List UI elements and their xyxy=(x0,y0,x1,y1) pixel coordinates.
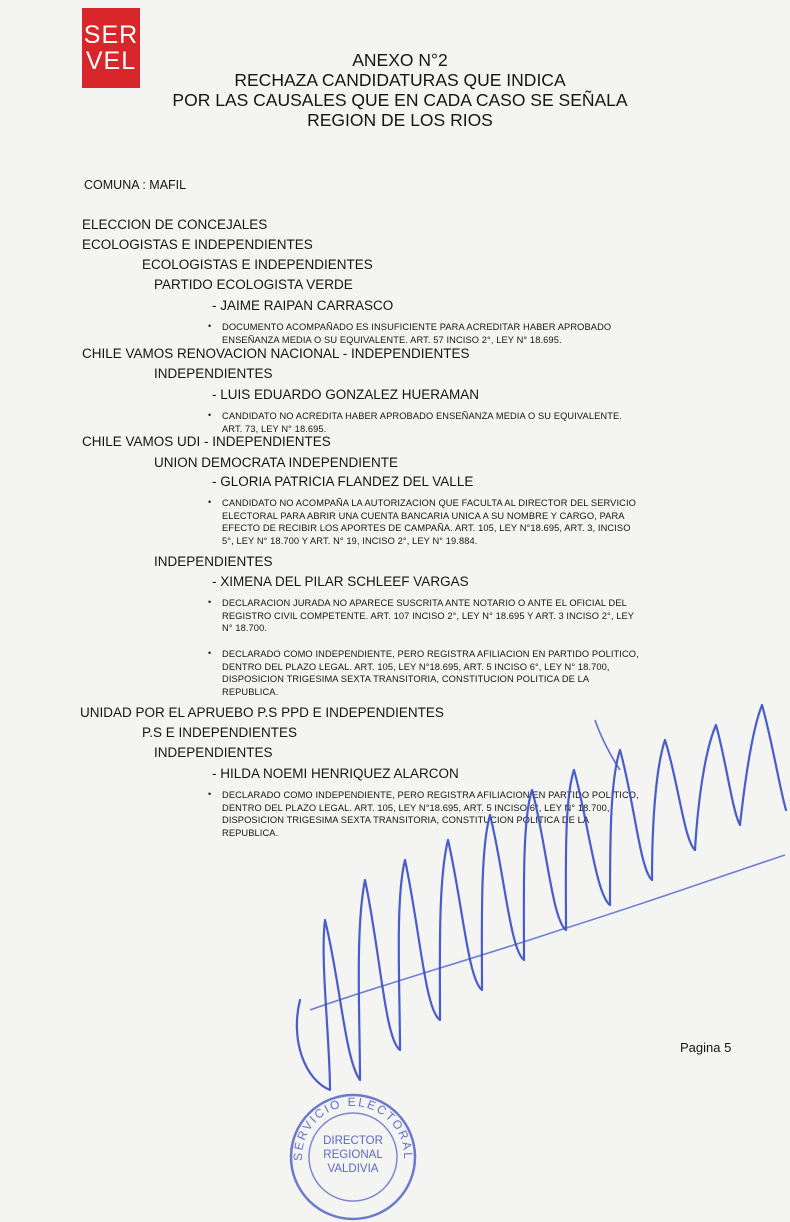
rejection-note: • CANDIDATO NO ACREDITA HABER APROBADO ENSEÑANZA MEDIA O SU EQUIVALENTE. ART. 73, LEY N° 18.695. xyxy=(208,410,622,434)
rejection-note: • CANDIDATO NO ACOMPAÑA LA AUTORIZACION QUE FACULTA AL DIRECTOR DEL SERVICIO ELECTORAL PARA ABRIR UNA CUENTA BANCARIA UNICA A SU NOMBRE Y CARGO, PARA EFECTO DE RECIBIR LOS APORTES DE CAMPAÑA. ART. 105, LEY N°18.695, ART. 3, INCISO 5°, LEY N° 18.700 Y ART. N° 19, INCISO 2°, LEY N° 19.884. xyxy=(208,497,636,546)
stamp-ring-text: SERVICIO ELECTORAL xyxy=(290,1094,416,1162)
party-title: PARTIDO ECOLOGISTA VERDE xyxy=(154,277,353,292)
party-title: INDEPENDIENTES xyxy=(154,366,273,381)
logo-line-1: SER xyxy=(83,21,139,49)
rejection-note: • DECLARADO COMO INDEPENDIENTE, PERO REGISTRA AFILIACION EN PARTIDO POLITICO, DENTRO DEL PLAZO LEGAL. ART. 105, LEY N°18.695, ART. 5 INCISO 6°, LEY N° 18.700, DISPOSICION TRIGESIMA SEXTA TRANSITORIA, CONSTITUCION POLITICA DE LA REPUBLICA. xyxy=(208,789,639,838)
subpact-title: P.S E INDEPENDIENTES xyxy=(142,725,298,740)
candidate-name: - HILDA NOEMI HENRIQUEZ ALARCON xyxy=(212,766,459,781)
stamp-line: REGIONAL xyxy=(323,1149,383,1161)
logo-line-2: VEL xyxy=(85,47,137,75)
header-line: POR LAS CAUSALES QUE EN CADA CASO SE SEÑALA xyxy=(172,90,628,110)
candidate-name: - GLORIA PATRICIA FLANDEZ DEL VALLE xyxy=(212,474,474,489)
candidate-name: - JAIME RAIPAN CARRASCO xyxy=(212,298,394,313)
party-title: INDEPENDIENTES xyxy=(154,745,273,760)
page-number: Pagina 5 xyxy=(680,1040,732,1055)
candidate-name: - LUIS EDUARDO GONZALEZ HUERAMAN xyxy=(212,387,480,402)
pact-title: CHILE VAMOS UDI - INDEPENDIENTES xyxy=(82,434,331,449)
stamp-line: VALDIVIA xyxy=(327,1163,379,1175)
stamp-line: DIRECTOR xyxy=(323,1135,383,1147)
subpact-title: ECOLOGISTAS E INDEPENDIENTES xyxy=(142,257,373,272)
header-line: REGION DE LOS RIOS xyxy=(307,110,493,130)
candidate-name: - XIMENA DEL PILAR SCHLEEF VARGAS xyxy=(212,574,469,589)
header-line: ANEXO N°2 xyxy=(352,50,448,70)
pact-title: UNIDAD POR EL APRUEBO P.S PPD E INDEPENDIENTES xyxy=(80,705,444,720)
comuna-label: COMUNA : MAFIL xyxy=(84,178,187,192)
pact-title: CHILE VAMOS RENOVACION NACIONAL - INDEPENDIENTES xyxy=(82,346,470,361)
header-line: RECHAZA CANDIDATURAS QUE INDICA xyxy=(234,70,566,90)
rejection-note: • DECLARACION JURADA NO APARECE SUSCRITA ANTE NOTARIO O ANTE EL OFICIAL DEL REGISTRO CIVIL COMPETENTE. ART. 107 INCISO 2°, LEY N° 18.695 Y ART. 3 INCISO 2°, LEY N° 18.700. xyxy=(208,597,635,633)
party-title: INDEPENDIENTES xyxy=(154,554,273,569)
rejection-note: • DECLARADO COMO INDEPENDIENTE, PERO REGISTRA AFILIACION EN PARTIDO POLITICO, DENTRO DEL PLAZO LEGAL. ART. 105, LEY N°18.695, ART. 5 INCISO 6°, LEY N° 18.700, DISPOSICION TRIGESIMA SEXTA TRANSITORIA, CONSTITUCION POLITICA DE LA REPUBLICA. xyxy=(208,648,639,697)
election-title: ELECCION DE CONCEJALES xyxy=(82,217,268,232)
rejection-note: • DOCUMENTO ACOMPAÑADO ES INSUFICIENTE PARA ACREDITAR HABER APROBADO ENSEÑANZA MEDIA O SU EQUIVALENTE. ART. 57 INCISO 2°, LEY N° 18.695. xyxy=(208,321,612,345)
official-stamp xyxy=(288,1092,418,1222)
party-title: UNION DEMOCRATA INDEPENDIENTE xyxy=(154,455,399,470)
pact-title: ECOLOGISTAS E INDEPENDIENTES xyxy=(82,237,313,252)
